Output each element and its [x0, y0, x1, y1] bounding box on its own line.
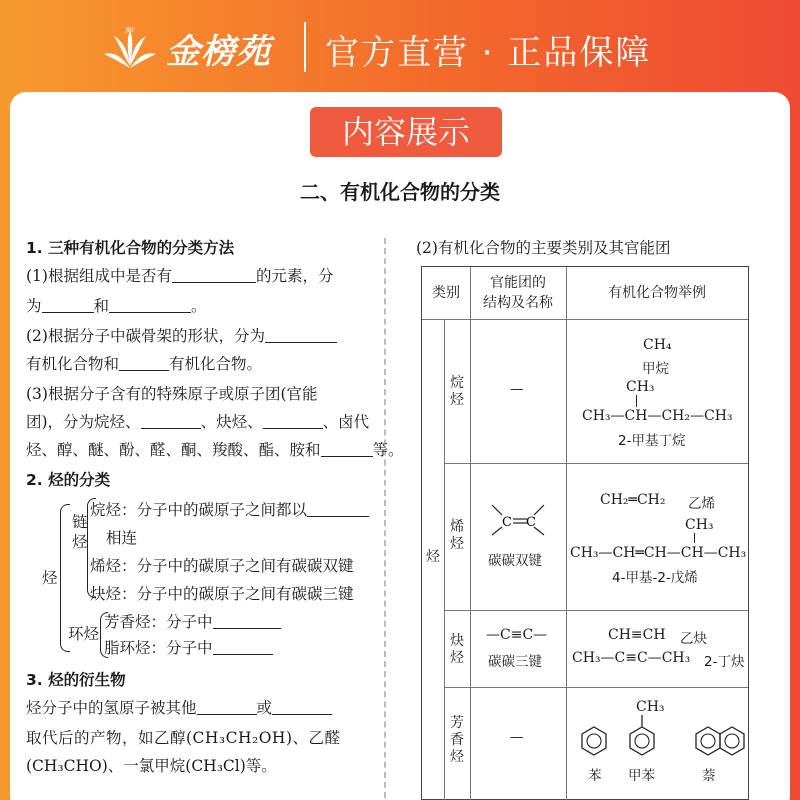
brand-logo-icon [100, 24, 160, 72]
row-alkyne-fg: —C≡C— [486, 627, 548, 643]
row-aromatic-name: 芳香烃 [450, 715, 464, 765]
bond-line [636, 395, 637, 407]
row-alkyne-ex1-name: 乙炔 [680, 631, 707, 647]
header-category: 类别 [432, 285, 460, 301]
tree-aromatic: 芳香烃：分子中 [104, 610, 281, 632]
text-line: 烃、醇、醚、酚、醛、酮、羧酸、酯、胺和 等。 [26, 441, 404, 459]
tree-alicyclic: 脂环烃：分子中 [104, 636, 273, 658]
svg-text:C: C [502, 515, 512, 530]
row-alkane-fg: — [510, 381, 524, 397]
text-line: (CH₃CHO)、一氯甲烷(CH₃Cl)等。 [26, 757, 277, 775]
row-alkene-fg-name: 碳碳双键 [488, 553, 542, 569]
double-bond-icon [488, 501, 548, 541]
row-alkane-ex2-name: 2-甲基丁烷 [618, 433, 686, 449]
tree-ring: 环烃 [68, 625, 100, 643]
tree-alkyne: 炔烃：分子中的碳原子之间有碳碳三键 [90, 585, 354, 603]
row-aromatic-methyl: CH₃ [636, 699, 665, 715]
svg-text:JBY: JBY [125, 27, 135, 34]
heading-hydrocarbon-classes: 2. 烃的分类 [26, 471, 111, 489]
functional-group-table [421, 266, 749, 800]
heading-classification-methods: 1. 三种有机化合物的分类方法 [26, 239, 235, 257]
tree-hydrocarbon: 烃 [42, 569, 58, 587]
grid-line [566, 267, 567, 800]
row-alkyne-ex1: CH≡CH [608, 627, 666, 643]
row-aromatic-fg: — [510, 729, 524, 745]
row-alkyne-name: 炔烃 [450, 633, 464, 666]
row-alkene-ex2-name: 4-甲基-2-戊烯 [612, 570, 698, 586]
banner-divider [304, 22, 306, 72]
grid-line [444, 687, 748, 688]
row-alkene-name: 烯烃 [450, 519, 464, 552]
row-alkane-ex2: CH₃—CH—CH₂—CH₃ [582, 408, 733, 424]
header-fg-line2: 结构及名称 [483, 295, 553, 311]
group-hydrocarbon: 烃 [426, 549, 440, 565]
text-line: (1)根据组成中是否有 的元素，分 [26, 267, 334, 285]
tree-chain: 链烃 [72, 513, 88, 551]
row-alkyne-ex2-name: 2-丁炔 [704, 654, 745, 670]
header-examples: 有机化合物举例 [608, 285, 706, 301]
tree-alkene: 烯烃：分子中的碳原子之间有碳碳双键 [90, 557, 354, 575]
tree-alkane: 烷烃：分子中的碳原子之间都以 [90, 498, 369, 520]
text-line: (2)根据分子中碳骨架的形状，分为 [26, 324, 337, 346]
heading-derivatives: 3. 烃的衍生物 [26, 671, 126, 689]
column-divider [384, 238, 386, 798]
row-alkane-ex2-branch: CH₃ [626, 379, 655, 395]
row-aromatic-ex1-name: 苯 [588, 768, 602, 784]
text-line: 为 和 。 [26, 297, 207, 315]
row-aromatic-ex3-name: 萘 [702, 768, 716, 784]
brand-name: 金榜苑 [166, 32, 271, 72]
tree-alkane-cont: 相连 [106, 529, 138, 547]
text-line: 取代后的产物，如乙醇(CH₃CH₂OH)、乙醛 [26, 729, 341, 747]
row-alkane-ex1-name: 甲烷 [642, 361, 669, 377]
text-line: 烃分子中的氢原子被其他 或 [26, 696, 332, 718]
text-line: (3)根据分子含有的特殊原子或原子团(官能 [26, 385, 318, 403]
grid-line [470, 267, 471, 800]
row-alkene-ex2: CH₃—CH═CH—CH—CH₃ [570, 545, 747, 561]
row-alkene-ex1: CH₂═CH₂ [600, 492, 666, 508]
svg-text:C: C [526, 515, 536, 530]
section-title: 二、有机化合物的分类 [300, 180, 500, 204]
table-title: (2)有机化合物的主要类别及其官能团 [416, 239, 671, 257]
row-alkane-ex1: CH₄ [643, 337, 672, 353]
top-banner [0, 0, 800, 96]
text-line: 有机化合物和 有机化合物。 [26, 355, 263, 373]
header-fg-line1: 官能团的 [490, 275, 546, 291]
text-line: 团)，分为烷烃、 、炔烃、 、卤代 [26, 413, 370, 431]
grid-line [444, 610, 748, 611]
bond-line [694, 533, 695, 543]
content-badge: 内容展示 [310, 107, 502, 157]
aromatic-structures-icon [574, 713, 746, 763]
grid-line [444, 319, 445, 800]
row-alkane-name: 烷烃 [450, 375, 464, 408]
row-aromatic-ex2-name: 甲苯 [628, 768, 655, 784]
row-alkyne-fg-name: 碳碳三键 [488, 654, 542, 670]
row-alkyne-ex2: CH₃—C≡C—CH₃ [572, 650, 691, 666]
row-alkene-ex1-name: 乙烯 [688, 496, 715, 512]
row-alkene-ex2-branch: CH₃ [685, 517, 714, 533]
grid-line [444, 463, 748, 464]
brand-slogan: 官方直营 · 正品保障 [325, 33, 652, 73]
